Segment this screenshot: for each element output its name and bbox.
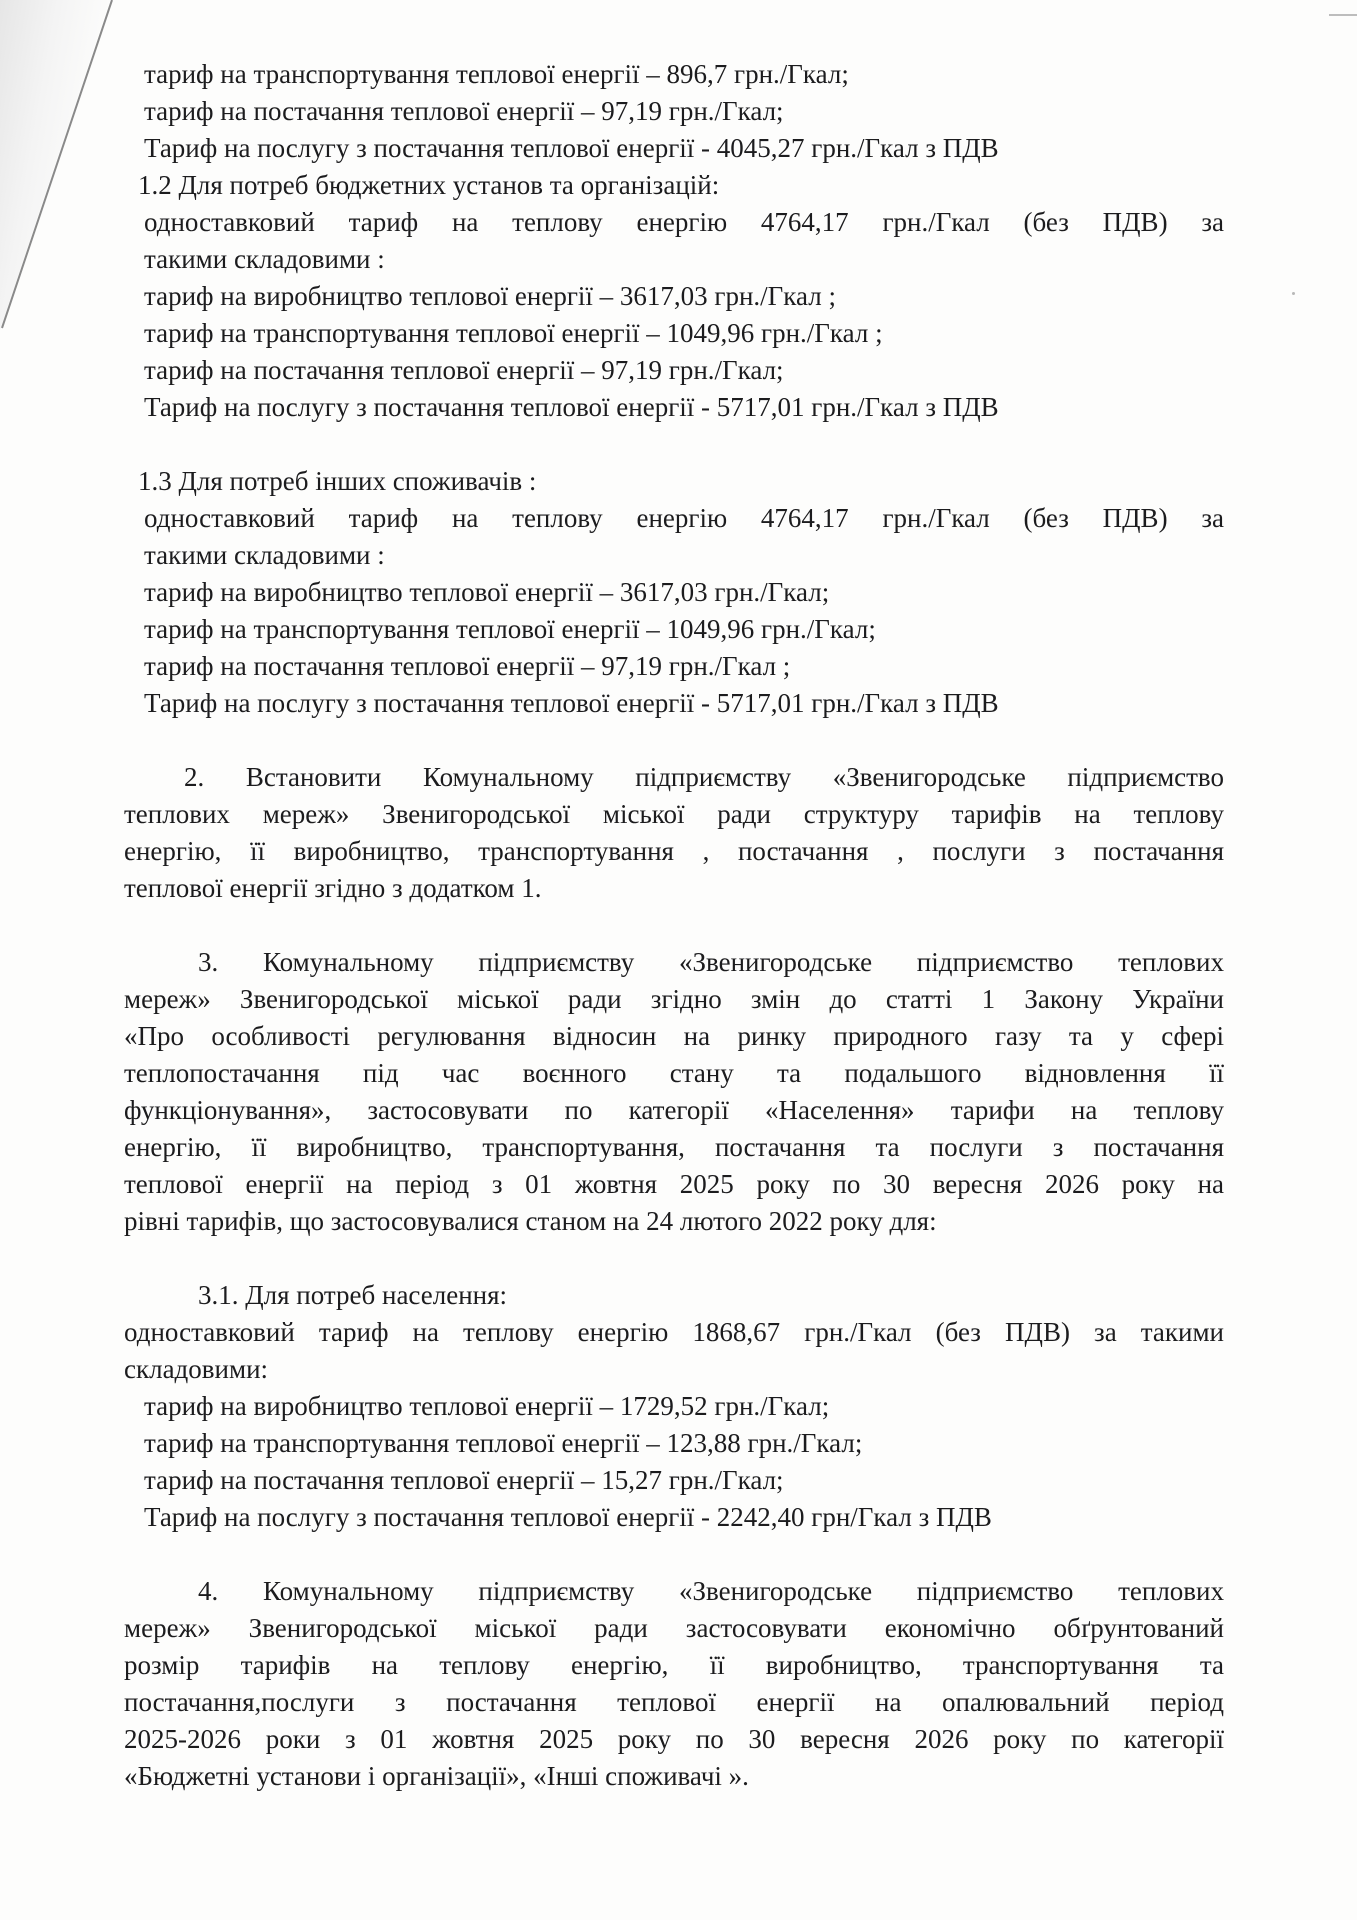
scan-corner-mark	[1329, 14, 1357, 16]
tariff-supply-line: тариф на постачання теплової енергії – 97,19 грн./Гкал;	[144, 96, 784, 126]
single-rate-line-continuation: такими складовими :	[144, 540, 385, 570]
tariff-supply-line: тариф на постачання теплової енергії – 97,19 грн./Гкал ;	[144, 651, 791, 681]
paragraph-line: 2025-2026 роки з 01 жовтня 2025 року по 30 вересня 2026 року по категорії	[124, 1724, 1224, 1754]
single-rate-line: одноставковий тариф на теплову енергію 4764,17 грн./Гкал (без ПДВ) за	[144, 207, 1224, 237]
single-rate-line: одноставковий тариф на теплову енергію 1868,67 грн./Гкал (без ПДВ) за такими	[124, 1317, 1224, 1347]
single-rate-line: одноставковий тариф на теплову енергію 4764,17 грн./Гкал (без ПДВ) за	[144, 503, 1224, 533]
tariff-transport-line: тариф на транспортування теплової енергії – 123,88 грн./Гкал;	[144, 1428, 863, 1458]
spacer	[124, 1240, 1224, 1277]
paragraph-line: «Бюджетні установи і організації», «Інші споживачі ».	[124, 1761, 749, 1791]
paragraph-line: енергію, її виробництво, транспортування , постачання , послуги з постачання	[124, 836, 1224, 866]
tariff-service-line: Тариф на послугу з постачання теплової енергії - 4045,27 грн./Гкал з ПДВ	[144, 133, 999, 163]
spacer	[124, 722, 1224, 759]
paragraph-line: теплових мереж» Звенигородської міської ради структуру тарифів на теплову	[124, 799, 1224, 829]
section-heading: 1.2 Для потреб бюджетних установ та організацій:	[138, 170, 720, 200]
paragraph-line: функціонування», застосовувати по категорії «Населення» тарифи на теплову	[124, 1095, 1224, 1125]
tariff-transport-line: тариф на транспортування теплової енергії – 896,7 грн./Гкал;	[144, 59, 849, 89]
paragraph-line: теплової енергії на період з 01 жовтня 2025 року по 30 вересня 2026 року на	[124, 1169, 1224, 1199]
paragraph-line: постачання,послуги з постачання теплової енергії на опалювальний період	[124, 1687, 1224, 1717]
paragraph-line: розмір тарифів на теплову енергію, її виробництво, транспортування та	[124, 1650, 1224, 1680]
scan-page-edge-shadow	[0, 0, 110, 330]
paragraph-line: 2. Встановити Комунальному підприємству «Звенигородське підприємство	[184, 762, 1224, 792]
section-heading: 1.3 Для потреб інших споживачів :	[138, 466, 537, 496]
tariff-production-line: тариф на виробництво теплової енергії – 3617,03 грн./Гкал ;	[144, 281, 836, 311]
single-rate-line-continuation: складовими:	[124, 1354, 269, 1384]
section-4-paragraph	[124, 1573, 1224, 1795]
tariff-service-line: Тариф на послугу з постачання теплової енергії - 5717,01 грн./Гкал з ПДВ	[144, 688, 999, 718]
paragraph-line: рівні тарифів, що застосовувалися станом на 24 лютого 2022 року для:	[124, 1206, 937, 1236]
tariff-transport-line: тариф на транспортування теплової енергії – 1049,96 грн./Гкал ;	[144, 318, 883, 348]
section-2-paragraph	[124, 759, 1224, 907]
section-1-2	[124, 167, 1224, 426]
paragraph-line: 3. Комунальному підприємству «Звенигородське підприємство теплових	[198, 947, 1224, 977]
scan-page-edge-line	[0, 0, 115, 330]
paragraph-line: теплової енергії згідно з додатком 1.	[124, 873, 542, 903]
section-1-1-tail	[124, 56, 1224, 167]
tariff-production-line: тариф на виробництво теплової енергії – 3617,03 грн./Гкал;	[144, 577, 830, 607]
spacer	[124, 907, 1224, 944]
paragraph-line: 4. Комунальному підприємству «Звенигородське підприємство теплових	[198, 1576, 1224, 1606]
spacer	[124, 426, 1224, 463]
paragraph-line: «Про особливості регулювання відносин на ринку природного газу та у сфері	[124, 1021, 1224, 1051]
paragraph-line: енергію, її виробництво, транспортування, постачання та послуги з постачання	[124, 1132, 1224, 1162]
tariff-service-line: Тариф на послугу з постачання теплової енергії - 2242,40 грн/Гкал з ПДВ	[144, 1502, 992, 1532]
section-3-paragraph	[124, 944, 1224, 1240]
spacer	[124, 1536, 1224, 1573]
tariff-supply-line: тариф на постачання теплової енергії – 15,27 грн./Гкал;	[144, 1465, 784, 1495]
paragraph-line: мереж» Звенигородської міської ради згідно змін до статті 1 Закону України	[124, 984, 1224, 1014]
tariff-transport-line: тариф на транспортування теплової енергії – 1049,96 грн./Гкал;	[144, 614, 876, 644]
section-heading: 3.1. Для потреб населення:	[198, 1280, 508, 1310]
paragraph-line: теплопостачання під час воєнного стану та подальшого відновлення її	[124, 1058, 1224, 1088]
section-3-1	[124, 1277, 1224, 1536]
tariff-service-line: Тариф на послугу з постачання теплової енергії - 5717,01 грн./Гкал з ПДВ	[144, 392, 999, 422]
document-body	[124, 56, 1224, 1795]
section-1-3	[124, 463, 1224, 722]
tariff-supply-line: тариф на постачання теплової енергії – 97,19 грн./Гкал;	[144, 355, 784, 385]
single-rate-line-continuation: такими складовими :	[144, 244, 385, 274]
tariff-production-line: тариф на виробництво теплової енергії – 1729,52 грн./Гкал;	[144, 1391, 830, 1421]
paragraph-line: мереж» Звенигородської міської ради застосовувати економічно обґрунтований	[124, 1613, 1224, 1643]
scan-speck	[1292, 292, 1295, 295]
